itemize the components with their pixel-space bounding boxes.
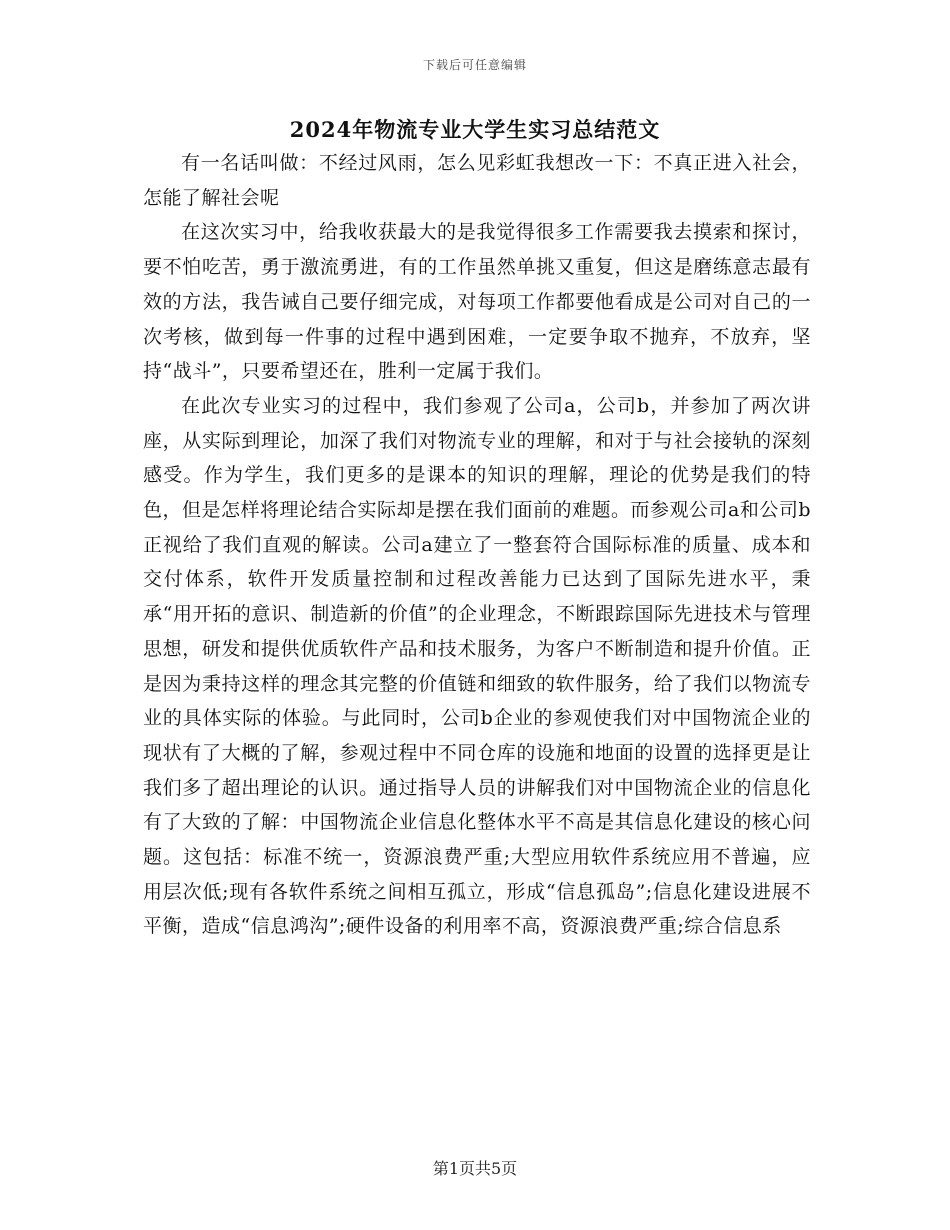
document-body <box>143 146 811 944</box>
paragraph-internship-gains: 在这次实习中，给我收获最大的是我觉得很多工作需要我去摸索和探讨，要不怕吃苦，勇于激流勇进，有的工作虽然单挑又重复，但这是磨练意志最有效的方法，我告诫自己要仔细完成，对每项工作都要他看成是公司对自己的一次考核，做到每一件事的过程中遇到困难，一定要争取不抛弃，不放弃，坚持“战斗”，只要希望还在，胜利一定属于我们。 <box>143 221 811 383</box>
document-title: 2024年物流专业大学生实习总结范文 <box>289 117 661 142</box>
header-note: 下载后可任意编辑 <box>422 58 527 72</box>
paragraph-company-visits: 在此次专业实习的过程中，我们参观了公司a，公司b，并参加了两次讲座，从实际到理论，加深了我们对物流专业的理解，和对于与社会接轨的深刻感受。作为学生，我们更多的是课本的知识的理解，理论的优势是我们的特色，但是怎样将理论结合实际却是摆在我们面前的难题。而参观公司a和公司b正视给了我们直观的解读。公司a建立了一整套符合国际标准的质量、成本和交付体系，软件开发质量控制和过程改善能力已达到了国际先进水平，秉承“用开拓的意识、制造新的价值”的企业理念，不断跟踪国际先进技术与管理思想，研发和提供优质软件产品和技术服务，为客户不断制造和提升价值。正是因为秉持这样的理念其完整的价值链和细致的软件服务，给了我们以物流专业的具体实际的体验。与此同时，公司b企业的参观使我们对中国物流企业的现状有了大概的了解，参观过程中不同仓库的设施和地面的设置的选择更是让我们多了超出理论的认识。通过指导人员的讲解我们对中国物流企业的信息化有了大致的了解：中国物流企业信息化整体水平不高是其信息化建设的核心问题。这包括：标准不统一，资源浪费严重;大型应用软件系统应用不普遍，应用层次低;现有各软件系统之间相互孤立，形成“信息孤岛”;信息化建设进展不平衡，造成“信息鸿沟”;硬件设备的利用率不高，资源浪费严重;综合信息系 <box>143 394 811 938</box>
page-indicator: 第1页共5页 <box>432 1159 518 1178</box>
paragraph-intro: 有一名话叫做：不经过风雨，怎么见彩虹我想改一下：不真正进入社会，怎能了解社会呢 <box>143 152 811 209</box>
